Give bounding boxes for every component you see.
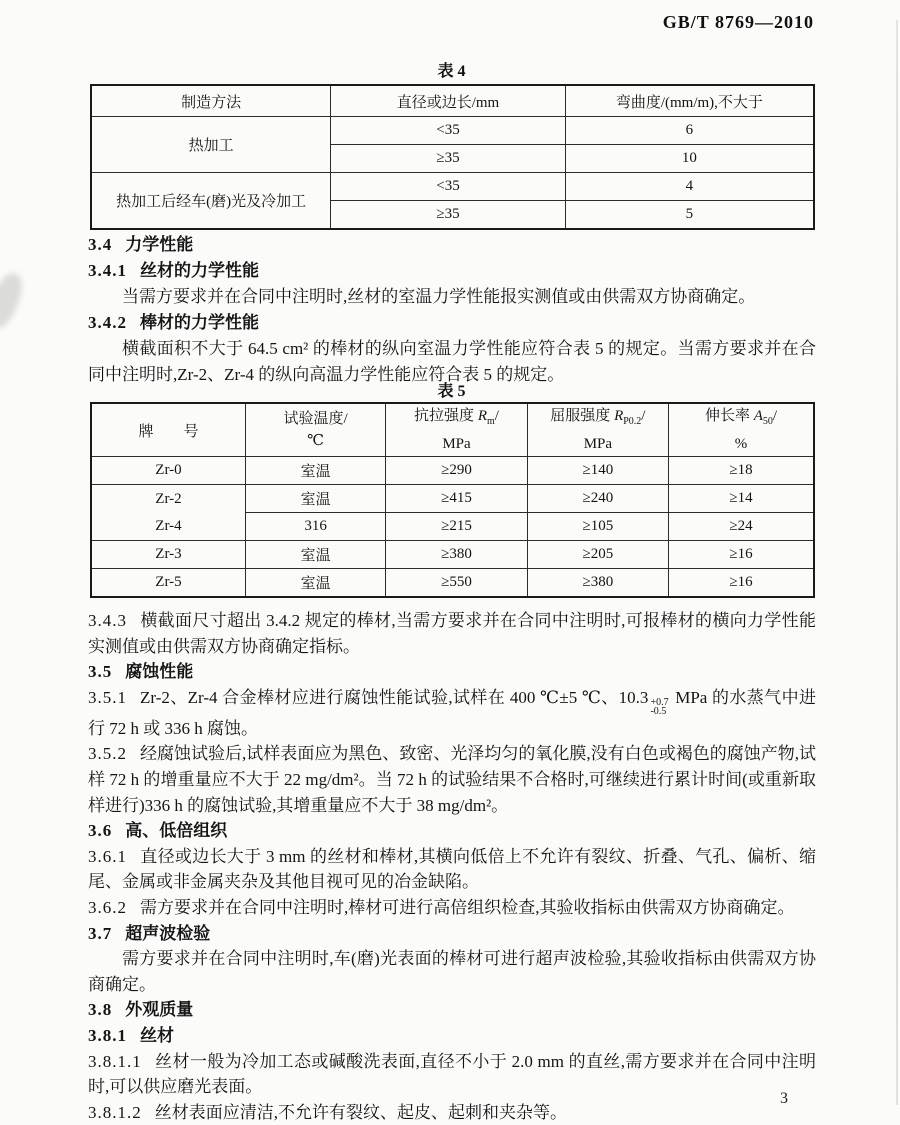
rp-cell: ≥105 — [527, 513, 668, 541]
temp-cell: 室温 — [245, 485, 385, 513]
table5-col-elongation: 伸长率 $A_{50}/$ % — [669, 403, 814, 457]
rp-cell: ≥140 — [527, 457, 668, 485]
table4-method-cell: 热加工 — [91, 117, 331, 173]
grade-cell: Zr-5 — [91, 569, 245, 598]
scan-smudge-artifact — [0, 269, 28, 333]
sections-3-4-3-to-3-8 — [88, 608, 816, 1125]
table5-col-tensile-strength: 抗拉强度 $R_m/$ MPa — [386, 403, 527, 457]
table5-col-yield-strength: 屈服强度 $R_{P0.2}/$ MPa — [527, 403, 668, 457]
table4-size-cell: <35 — [331, 117, 566, 145]
table4-header-row — [91, 85, 814, 117]
standard-code: GB/T 8769—2010 — [662, 12, 814, 32]
table4-size-cell: ≥35 — [331, 201, 566, 230]
table4-bend-cell: 10 — [565, 145, 814, 173]
clause-heading-3-6: 3.6 高、低倍组织 — [88, 821, 228, 841]
table-row — [91, 457, 814, 485]
table-row — [91, 173, 814, 201]
table-row — [91, 117, 814, 145]
rp-cell: ≥205 — [527, 541, 668, 569]
table4-bend-cell: 4 — [565, 173, 814, 201]
rp-cell: ≥240 — [527, 485, 668, 513]
temp-cell: 316 — [245, 513, 385, 541]
clause-heading-3-4-1: 3.4.1 丝材的力学性能 — [88, 261, 259, 280]
clause-paragraph-3-4-3: 3.4.3 横截面尺寸超出 3.4.2 规定的棒材,当需方要求并在合同中注明时,可报棒材的横向力学性能实测值或由供需双方协商确定指标。 — [88, 611, 816, 656]
clause-paragraph-3-4-1: 当需方要求并在合同中注明时,丝材的室温力学性能报实测值或由供需双方协商确定。 — [122, 287, 756, 306]
clause-heading-3-7: 3.7 超声波检验 — [88, 923, 211, 943]
table-row — [91, 569, 814, 598]
table-row — [91, 541, 814, 569]
rm-cell: ≥290 — [386, 457, 527, 485]
clause-paragraph-3-4-2: 横截面积不大于 64.5 cm² 的棒材的纵向室温力学性能应符合表 5 的规定。当需方要求并在合同中注明时,Zr-2、Zr-4 的纵向高温力学性能应符合表 5 的规定。 — [88, 339, 816, 384]
tolerance-stack: +0.7 -0.5 — [650, 696, 669, 717]
clause-paragraph-3-5-2: 3.5.2 经腐蚀试验后,试样表面应为黑色、致密、光泽均匀的氧化膜,没有白色或褐色的腐蚀产物,试样 72 h 的增重量应不大于 22 mg/dm²。当 72 h 的试验结果不合格时,可继续进行累计时间(或重新取样进行)336 h 的腐蚀试验,其增重量应不大于 38 mg/dm²。 — [88, 744, 816, 815]
table4-bend-cell: 5 — [565, 201, 814, 230]
rm-cell: ≥215 — [386, 513, 527, 541]
table5-header-row — [91, 403, 814, 457]
clause-heading-3-4: 3.4 力学性能 — [88, 235, 194, 254]
table5-mechanical-properties — [90, 402, 815, 598]
grade-cell: Zr-3 — [91, 541, 245, 569]
clause-heading-3-8-1: 3.8.1 丝材 — [88, 1025, 174, 1045]
a-cell: ≥18 — [669, 457, 814, 485]
clause-heading-3-5: 3.5 腐蚀性能 — [88, 662, 194, 682]
grade-cell-merged: Zr-2 Zr-4 — [91, 485, 245, 541]
temp-cell: 室温 — [245, 457, 385, 485]
clause-paragraph-3-8-1-2: 3.8.1.2 丝材表面应清洁,不允许有裂纹、起皮、起刺和夹杂等。 — [88, 1102, 567, 1122]
table4-col-bend: 弯曲度/(mm/m),不大于 — [565, 85, 814, 117]
rm-cell: ≥550 — [386, 569, 527, 598]
table4-method-cell: 热加工后经车(磨)光及冷加工 — [91, 173, 331, 230]
page-number: 3 — [780, 1090, 788, 1107]
table-row — [91, 485, 814, 513]
a-cell: ≥24 — [669, 513, 814, 541]
a-cell: ≥14 — [669, 485, 814, 513]
table4-size-cell: ≥35 — [331, 145, 566, 173]
rp-cell: ≥380 — [527, 569, 668, 598]
a-cell: ≥16 — [669, 541, 814, 569]
grade-cell: Zr-0 — [91, 457, 245, 485]
clause-paragraph-3-8-1-1: 3.8.1.1 丝材一般为冷加工态或碱酸洗表面,直径不小于 2.0 mm 的直丝,需方要求并在合同中注明时,可以供应磨光表面。 — [88, 1051, 816, 1097]
clause-heading-3-8: 3.8 外观质量 — [88, 1000, 194, 1020]
clause-paragraph-3-6-1: 3.6.1 直径或边长大于 3 mm 的丝材和棒材,其横向低倍上不允许有裂纹、折叠、气孔、偏析、缩尾、金属或非金属夹杂及其他目视可见的冶金缺陷。 — [88, 846, 816, 892]
table4-col-method: 制造方法 — [91, 85, 331, 117]
table4-bend-cell: 6 — [565, 117, 814, 145]
temp-cell: 室温 — [245, 541, 385, 569]
a-cell: ≥16 — [669, 569, 814, 598]
table5-caption: 表 5 — [437, 383, 466, 400]
table4-size-cell: <35 — [331, 173, 566, 201]
rm-cell: ≥415 — [386, 485, 527, 513]
table5-col-grade: 牌 号 — [91, 403, 245, 457]
clause-heading-3-4-2: 3.4.2 棒材的力学性能 — [88, 313, 259, 332]
clause-paragraph-3-7: 需方要求并在合同中注明时,车(磨)光表面的棒材可进行超声波检验,其验收指标由供需双方协商确定。 — [88, 949, 816, 994]
section-3-4 — [88, 232, 816, 388]
table4-caption: 表 4 — [437, 63, 466, 80]
table4-bend-limits — [90, 84, 815, 230]
rm-cell: ≥380 — [386, 541, 527, 569]
scan-edge-artifact — [896, 20, 898, 1105]
clause-paragraph-3-6-2: 3.6.2 需方要求并在合同中注明时,棒材可进行高倍组织检查,其验收指标由供需双方协商确定。 — [88, 897, 795, 917]
temp-cell: 室温 — [245, 569, 385, 598]
clause-paragraph-3-5-1: 3.5.1 Zr-2、Zr-4 合金棒材应进行腐蚀性能试验,试样在 400 ℃±5 ℃、10.3 +0.7 -0.5 MPa 的水蒸气中进行 72 h 或 336 h 腐蚀。 — [88, 687, 816, 738]
table5-col-temperature: 试验温度/ ℃ — [245, 403, 385, 457]
table4-col-size: 直径或边长/mm — [331, 85, 566, 117]
